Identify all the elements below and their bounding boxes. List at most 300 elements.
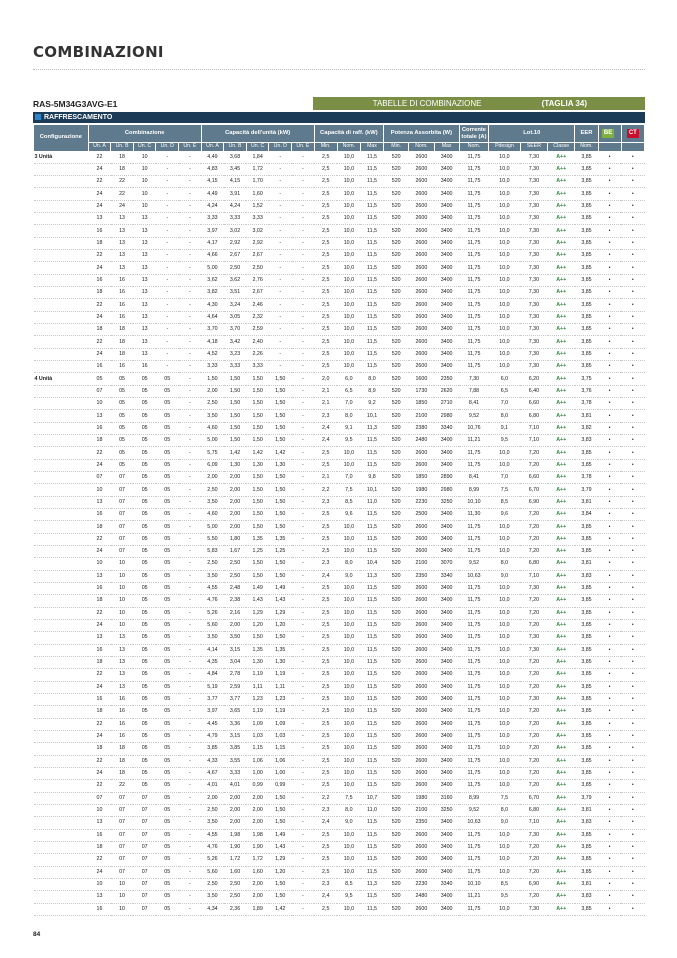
table-cell: 4,84 [201, 669, 224, 681]
table-cell: • [598, 878, 621, 890]
table-cell: - [269, 299, 292, 311]
table-cell: 3,36 [224, 718, 247, 730]
table-cell: 11,5 [360, 274, 383, 286]
table-cell: 16 [88, 361, 111, 373]
table-cell: A++ [548, 891, 575, 903]
table-cell: 6,0 [489, 373, 521, 385]
table-cell: 05 [156, 780, 179, 792]
table-cell: 2600 [409, 151, 434, 163]
table-cell: 3,02 [224, 225, 247, 237]
table-cell: - [292, 780, 315, 792]
table-cell: 11,75 [459, 237, 488, 249]
table-cell: 7,5 [489, 792, 521, 804]
table-cell: 18 [111, 151, 134, 163]
table-cell: 2600 [409, 718, 434, 730]
table-cell: 10 [111, 619, 134, 631]
table-cell: 10,0 [337, 546, 360, 558]
config-cell [34, 792, 89, 804]
table-cell: 05 [156, 533, 179, 545]
table-cell: - [156, 348, 179, 360]
table-cell: 2,5 [314, 348, 337, 360]
table-cell: - [292, 866, 315, 878]
table-cell: - [292, 151, 315, 163]
table-cell: 1980 [409, 792, 434, 804]
table-cell: 2,5 [314, 706, 337, 718]
table-cell: - [292, 496, 315, 508]
table-cell: 05 [156, 435, 179, 447]
table-cell: 520 [384, 151, 409, 163]
table-cell: 1,42 [224, 447, 247, 459]
table-cell: 11,5 [360, 730, 383, 742]
table-cell: 10,0 [337, 743, 360, 755]
table-cell: 3,85 [575, 693, 598, 705]
table-cell: 7,20 [520, 447, 547, 459]
table-cell: 11,5 [360, 780, 383, 792]
table-cell: 10,0 [337, 829, 360, 841]
table-cell: 3,50 [201, 570, 224, 582]
table-cell: 22 [88, 447, 111, 459]
table-cell: 2600 [409, 176, 434, 188]
table-cell: 7,10 [520, 435, 547, 447]
table-row [34, 311, 645, 323]
table-cell: 6,80 [520, 804, 547, 816]
config-cell [34, 841, 89, 853]
table-cell: - [179, 841, 202, 853]
table-cell: 4,34 [201, 903, 224, 915]
table-cell: 2100 [409, 804, 434, 816]
table-cell: - [292, 410, 315, 422]
table-cell: 8,0 [489, 804, 521, 816]
table-cell: 10,0 [489, 841, 521, 853]
table-cell: 11,5 [360, 213, 383, 225]
config-cell [34, 521, 89, 533]
table-cell: 3400 [434, 262, 459, 274]
table-cell: 520 [384, 607, 409, 619]
table-cell: 07 [133, 866, 156, 878]
table-cell: 3400 [434, 521, 459, 533]
table-cell: 2710 [434, 398, 459, 410]
table-cell: 4,55 [201, 829, 224, 841]
table-cell: - [156, 176, 179, 188]
table-cell: • [598, 669, 621, 681]
table-cell: - [292, 373, 315, 385]
table-cell: 2,00 [224, 521, 247, 533]
table-cell: 2,5 [314, 546, 337, 558]
table-cell: 24 [88, 546, 111, 558]
table-cell: - [292, 878, 315, 890]
table-cell: 2500 [409, 509, 434, 521]
config-cell [34, 891, 89, 903]
table-cell: - [179, 225, 202, 237]
table-cell: 7,20 [520, 854, 547, 866]
table-cell: 5,00 [201, 521, 224, 533]
table-cell: 520 [384, 484, 409, 496]
table-cell: A++ [548, 558, 575, 570]
table-cell: 11,21 [459, 891, 488, 903]
table-cell: 05 [133, 472, 156, 484]
table-cell: • [598, 348, 621, 360]
table-cell: - [179, 250, 202, 262]
table-cell: 07 [111, 829, 134, 841]
table-cell: 2,50 [201, 558, 224, 570]
table-cell: 13 [88, 213, 111, 225]
table-cell: A++ [548, 817, 575, 829]
config-cell [34, 385, 89, 397]
table-cell: 520 [384, 644, 409, 656]
table-cell: 5,60 [201, 619, 224, 631]
table-cell: 8,9 [360, 385, 383, 397]
table-cell: - [292, 755, 315, 767]
table-cell: 10 [111, 582, 134, 594]
table-cell: 24 [88, 619, 111, 631]
config-cell [34, 681, 89, 693]
table-cell: • [598, 311, 621, 323]
table-cell: 5,26 [201, 607, 224, 619]
table-cell: 8,0 [337, 558, 360, 570]
table-cell: 11,5 [360, 336, 383, 348]
table-cell: 11,5 [360, 669, 383, 681]
table-cell: 1,23 [269, 693, 292, 705]
table-cell: 05 [133, 743, 156, 755]
table-cell: • [621, 410, 644, 422]
table-cell: 3,85 [575, 188, 598, 200]
table-cell: 18 [88, 743, 111, 755]
table-cell: 10 [88, 558, 111, 570]
table-cell: 520 [384, 619, 409, 631]
table-cell: 7,30 [520, 582, 547, 594]
table-cell: 520 [384, 669, 409, 681]
table-cell: - [292, 361, 315, 373]
table-cell: A++ [548, 780, 575, 792]
table-cell: 11,5 [360, 435, 383, 447]
table-cell: 3,85 [575, 176, 598, 188]
table-cell: 11,5 [360, 299, 383, 311]
table-cell: 05 [133, 767, 156, 779]
table-cell: - [292, 903, 315, 915]
table-cell: 520 [384, 385, 409, 397]
table-cell: 1,50 [246, 484, 269, 496]
table-cell: 3,85 [575, 447, 598, 459]
config-cell [34, 903, 89, 915]
table-cell: 11,75 [459, 176, 488, 188]
table-cell: 07 [88, 792, 111, 804]
table-cell: 3400 [434, 681, 459, 693]
config-cell [34, 200, 89, 212]
table-cell: 11,5 [360, 903, 383, 915]
table-cell: 1,84 [246, 151, 269, 163]
table-cell: 3,85 [575, 656, 598, 668]
table-cell: 1,50 [269, 804, 292, 816]
table-cell: • [598, 188, 621, 200]
table-cell: 2,38 [224, 595, 247, 607]
table-cell: 2,5 [314, 324, 337, 336]
table-cell: • [621, 829, 644, 841]
table-cell: 11,75 [459, 903, 488, 915]
table-cell: • [598, 693, 621, 705]
table-cell: 1,50 [224, 385, 247, 397]
table-cell: 520 [384, 718, 409, 730]
table-cell: 18 [88, 521, 111, 533]
table-cell: 10,0 [489, 250, 521, 262]
table-cell: • [621, 521, 644, 533]
table-cell: 3,50 [224, 632, 247, 644]
table-cell: A++ [548, 311, 575, 323]
table-cell: • [621, 237, 644, 249]
table-cell: 13 [88, 410, 111, 422]
table-cell: 2,5 [314, 730, 337, 742]
table-cell: • [621, 718, 644, 730]
table-cell: 22 [111, 188, 134, 200]
table-cell: • [621, 570, 644, 582]
table-cell: 11,5 [360, 324, 383, 336]
table-cell: 22 [88, 250, 111, 262]
table-cell: 1,19 [246, 706, 269, 718]
table-cell: 520 [384, 866, 409, 878]
table-cell: 1,03 [246, 730, 269, 742]
table-cell: 4,49 [201, 151, 224, 163]
table-cell: 3,42 [224, 336, 247, 348]
table-cell: 2600 [409, 595, 434, 607]
table-cell: 24 [111, 200, 134, 212]
table-cell: 2,1 [314, 472, 337, 484]
table-cell: - [292, 188, 315, 200]
table-cell: A++ [548, 656, 575, 668]
table-cell: 3,85 [575, 607, 598, 619]
table-cell: 2,5 [314, 176, 337, 188]
table-cell: 7,30 [520, 644, 547, 656]
table-cell: 3,85 [575, 854, 598, 866]
table-cell: 7,20 [520, 607, 547, 619]
table-cell: 3400 [434, 213, 459, 225]
table-cell: 520 [384, 595, 409, 607]
table-cell: 1,35 [269, 533, 292, 545]
table-cell: - [292, 891, 315, 903]
table-cell: 11,5 [360, 225, 383, 237]
table-cell: • [621, 472, 644, 484]
table-cell: 2,5 [314, 755, 337, 767]
table-cell: 10 [133, 188, 156, 200]
page-number: 84 [33, 931, 41, 938]
table-cell: 13 [111, 225, 134, 237]
table-cell: 11,5 [360, 817, 383, 829]
table-cell: - [179, 348, 202, 360]
table-cell: 2,5 [314, 681, 337, 693]
table-cell: - [156, 262, 179, 274]
table-cell: 1,50 [246, 435, 269, 447]
table-cell: 3,85 [575, 546, 598, 558]
table-cell: 10,0 [337, 644, 360, 656]
table-cell: 07 [133, 903, 156, 915]
table-cell: 3,85 [575, 237, 598, 249]
table-cell: - [156, 188, 179, 200]
table-cell: - [179, 435, 202, 447]
table-cell: 520 [384, 767, 409, 779]
table-cell: 10,0 [489, 644, 521, 656]
table-cell: 2980 [434, 410, 459, 422]
config-cell [34, 546, 89, 558]
table-cell: - [179, 151, 202, 163]
table-cell: - [292, 509, 315, 521]
table-cell: 520 [384, 496, 409, 508]
table-cell: 05 [156, 903, 179, 915]
table-cell: 1,23 [246, 693, 269, 705]
table-cell: 1,50 [269, 509, 292, 521]
table-cell: 2600 [409, 854, 434, 866]
table-row [34, 176, 645, 188]
table-cell: 6,40 [520, 385, 547, 397]
table-cell: 13 [133, 237, 156, 249]
table-cell: 3,79 [575, 484, 598, 496]
table-cell: 520 [384, 743, 409, 755]
table-cell: - [179, 459, 202, 471]
table-cell: - [292, 521, 315, 533]
table-cell: 11,5 [360, 854, 383, 866]
table-cell: A++ [548, 509, 575, 521]
table-cell: A++ [548, 718, 575, 730]
table-cell: 10,0 [489, 743, 521, 755]
subheader-cell: Nom. [337, 143, 360, 152]
table-cell: 520 [384, 274, 409, 286]
table-cell: 05 [156, 496, 179, 508]
table-row [34, 619, 645, 631]
table-cell: 05 [156, 373, 179, 385]
table-cell: 05 [156, 570, 179, 582]
config-cell [34, 509, 89, 521]
table-cell: 3,85 [575, 287, 598, 299]
table-row [34, 188, 645, 200]
table-cell: • [621, 804, 644, 816]
table-cell: 07 [111, 521, 134, 533]
table-cell: 11,75 [459, 225, 488, 237]
table-cell: - [179, 681, 202, 693]
table-cell: 3,33 [224, 361, 247, 373]
table-cell: 2350 [434, 373, 459, 385]
table-cell: 05 [156, 878, 179, 890]
table-cell: 07 [111, 496, 134, 508]
table-cell: 3,62 [201, 274, 224, 286]
table-cell: 2,00 [201, 385, 224, 397]
table-row [34, 878, 645, 890]
table-cell: 05 [156, 730, 179, 742]
table-row [34, 841, 645, 853]
table-cell: A++ [548, 693, 575, 705]
table-cell: 05 [111, 398, 134, 410]
table-cell: 13 [111, 669, 134, 681]
table-cell: 1,29 [246, 607, 269, 619]
table-cell: 05 [133, 730, 156, 742]
table-cell: 07 [111, 546, 134, 558]
table-cell: - [156, 361, 179, 373]
table-cell: 11,5 [360, 250, 383, 262]
table-cell: 10,0 [337, 200, 360, 212]
table-cell: 2,00 [246, 891, 269, 903]
table-cell: 05 [156, 817, 179, 829]
table-cell: • [598, 521, 621, 533]
table-cell: 16 [133, 361, 156, 373]
table-cell: 18 [111, 743, 134, 755]
table-row [34, 336, 645, 348]
table-cell: 07 [88, 472, 111, 484]
table-row [34, 422, 645, 434]
table-cell: 11,75 [459, 767, 488, 779]
table-body [34, 151, 645, 915]
table-cell: A++ [548, 213, 575, 225]
config-cell [34, 361, 89, 373]
table-cell: - [292, 829, 315, 841]
table-cell: • [598, 903, 621, 915]
table-cell: 1,50 [224, 422, 247, 434]
table-cell: 520 [384, 163, 409, 175]
table-cell: 2,5 [314, 866, 337, 878]
table-cell: 4,45 [201, 718, 224, 730]
config-cell [34, 632, 89, 644]
table-cell: 10,0 [337, 656, 360, 668]
table-cell: 11,75 [459, 607, 488, 619]
table-cell: 10,0 [337, 607, 360, 619]
table-cell: 2,5 [314, 767, 337, 779]
table-cell: 3,81 [575, 804, 598, 816]
table-cell: 3400 [434, 324, 459, 336]
table-cell: 10,0 [489, 656, 521, 668]
table-cell: 10,0 [337, 348, 360, 360]
table-cell: 10,0 [489, 546, 521, 558]
table-cell: 1,60 [246, 188, 269, 200]
table-cell: 3400 [434, 299, 459, 311]
table-cell: 10,0 [337, 681, 360, 693]
table-cell: A++ [548, 348, 575, 360]
table-cell: - [179, 619, 202, 631]
table-cell: A++ [548, 841, 575, 853]
table-cell: - [179, 200, 202, 212]
table-cell: 6,60 [520, 472, 547, 484]
table-cell: 05 [133, 706, 156, 718]
table-cell: 1,50 [269, 817, 292, 829]
table-cell: 2,50 [201, 398, 224, 410]
table-cell: 520 [384, 693, 409, 705]
table-cell: 9,6 [489, 509, 521, 521]
table-cell: 11,5 [360, 607, 383, 619]
table-cell: 07 [133, 891, 156, 903]
table-cell: • [621, 903, 644, 915]
table-cell: 1,50 [246, 558, 269, 570]
table-cell: 22 [88, 533, 111, 545]
table-cell: - [292, 287, 315, 299]
table-cell: 2,1 [314, 398, 337, 410]
table-cell: - [179, 509, 202, 521]
table-cell: - [292, 595, 315, 607]
table-cell: 05 [156, 891, 179, 903]
table-cell: 5,19 [201, 681, 224, 693]
config-cell [34, 213, 89, 225]
table-cell: 10,0 [489, 459, 521, 471]
table-cell: 3400 [434, 669, 459, 681]
table-cell: 10,63 [459, 570, 488, 582]
table-cell: 7,30 [520, 693, 547, 705]
table-cell: 10,0 [489, 669, 521, 681]
table-cell: 3,33 [201, 213, 224, 225]
table-cell: - [179, 607, 202, 619]
table-cell: - [179, 299, 202, 311]
table-cell: 3400 [434, 582, 459, 594]
table-cell: 3,05 [224, 311, 247, 323]
table-cell: 520 [384, 299, 409, 311]
table-cell: - [292, 681, 315, 693]
table-cell: 05 [156, 619, 179, 631]
table-cell: 11,75 [459, 595, 488, 607]
table-row [34, 213, 645, 225]
table-cell: 10,63 [459, 817, 488, 829]
table-cell: 10,0 [489, 213, 521, 225]
